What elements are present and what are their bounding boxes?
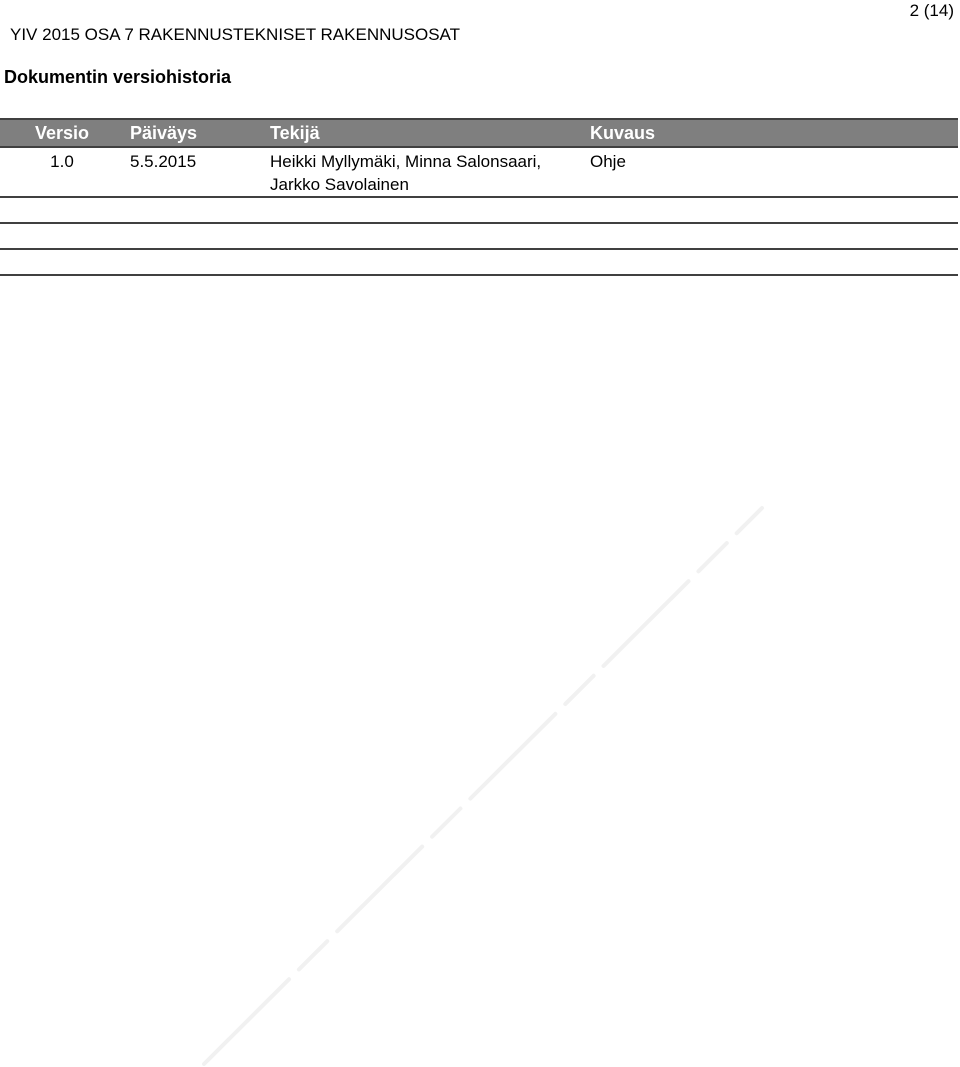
- document-header-title: YIV 2015 OSA 7 RAKENNUSTEKNISET RAKENNUSOSAT: [10, 25, 461, 44]
- cell-date: 5.5.2015: [124, 147, 264, 197]
- cell-author: [264, 249, 584, 275]
- cell-date: [124, 223, 264, 249]
- cell-description: [584, 197, 958, 223]
- table-row: [0, 147, 958, 197]
- cell-author: [264, 223, 584, 249]
- version-history-table: [0, 118, 958, 276]
- column-header-description: Kuvaus: [584, 119, 958, 147]
- cell-version: [0, 197, 124, 223]
- cell-version: [0, 223, 124, 249]
- page-number: 2 (14): [909, 1, 954, 20]
- cell-author: [264, 197, 584, 223]
- column-header-date: Päiväys: [124, 119, 264, 147]
- table-row: [0, 223, 958, 249]
- cell-description: [584, 249, 958, 275]
- cell-version: [0, 249, 124, 275]
- table-header-row: [0, 119, 958, 147]
- table-row: [0, 249, 958, 275]
- section-title: Dokumentin versiohistoria: [4, 67, 232, 87]
- table-row: [0, 197, 958, 223]
- cell-description: Ohje: [584, 147, 958, 197]
- cell-author: Heikki Myllymäki, Minna Salonsaari, Jarkko Savolainen: [264, 147, 584, 197]
- cell-version: 1.0: [0, 147, 124, 197]
- cell-description: [584, 223, 958, 249]
- column-header-author: Tekijä: [264, 119, 584, 147]
- cell-date: [124, 197, 264, 223]
- column-header-version: Versio: [0, 119, 124, 147]
- cell-date: [124, 249, 264, 275]
